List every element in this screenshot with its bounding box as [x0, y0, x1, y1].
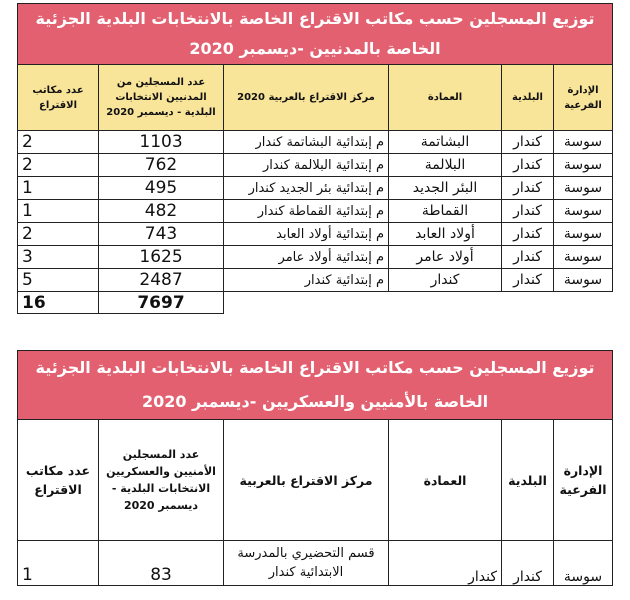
cell-markaz: م إبتدائية البلالمة كندار — [224, 154, 389, 177]
cell-baladiya: كندار — [502, 154, 554, 177]
title-line-1: توزيع المسجلين حسب مكاتب الاقتراع الخاصة بالانتخابات البلدية الجزئية — [35, 9, 595, 28]
header-offices: عدد مكاتب الاقتراع — [18, 65, 99, 131]
cell-imada: أولاد عامر — [389, 246, 502, 269]
cell-imada: أولاد العابد — [389, 223, 502, 246]
cell-offices: 2 — [18, 131, 99, 154]
cell-count: 495 — [99, 177, 224, 200]
cell-baladiya: كندار — [502, 177, 554, 200]
header-imada: العمادة — [389, 65, 502, 131]
cell-idara: سوسة — [554, 223, 613, 246]
header-idara: الإدارة الفرعية — [554, 420, 613, 541]
cell-baladiya: كندار — [502, 246, 554, 269]
total-count: 7697 — [99, 292, 224, 314]
header-markaz: مركز الاقتراع بالعربية — [224, 420, 389, 541]
cell-baladiya: كندار — [502, 223, 554, 246]
cell-offices: 1 — [18, 177, 99, 200]
cell-count: 482 — [99, 200, 224, 223]
cell-count: 743 — [99, 223, 224, 246]
cell-count: 1625 — [99, 246, 224, 269]
cell-idara: سوسة — [554, 154, 613, 177]
total-offices: 16 — [18, 292, 99, 314]
cell-idara: سوسة — [554, 541, 613, 586]
cell-markaz: م إبتدائية أولاد العابد — [224, 223, 389, 246]
table-title — [18, 4, 613, 65]
title-line-2: الخاصة بالأمنيين والعسكريين -ديسمبر 2020 — [141, 392, 489, 411]
security-military-table — [17, 350, 613, 586]
cell-imada: القماطة — [389, 200, 502, 223]
table-title — [18, 351, 613, 420]
cell-idara: سوسة — [554, 131, 613, 154]
cell-offices: 1 — [18, 200, 99, 223]
cell-baladiya: كندار — [502, 131, 554, 154]
cell-baladiya: كندار — [502, 269, 554, 292]
cell-imada: كندار — [389, 269, 502, 292]
header-baladiya: البلدية — [502, 420, 554, 541]
cell-count: 762 — [99, 154, 224, 177]
cell-idara: سوسة — [554, 177, 613, 200]
cell-idara: سوسة — [554, 246, 613, 269]
total-row — [18, 292, 613, 314]
table-row — [18, 131, 613, 154]
header-row — [18, 420, 613, 541]
total-spacer — [224, 292, 613, 314]
title-row — [18, 4, 613, 65]
cell-offices: 1 — [18, 541, 99, 586]
cell-imada: البشاتمة — [389, 131, 502, 154]
cell-offices: 2 — [18, 154, 99, 177]
table-row — [18, 177, 613, 200]
cell-imada: كندار — [389, 541, 502, 586]
title-line-1: توزيع المسجلين حسب مكاتب الاقتراع الخاصة بالانتخابات البلدية الجزئية — [35, 358, 595, 377]
header-row — [18, 65, 613, 131]
title-line-2: الخاصة بالمدنيين -ديسمبر 2020 — [189, 39, 441, 58]
cell-count: 83 — [99, 541, 224, 586]
cell-markaz: قسم التحضيري بالمدرسة الابتدائية كندار — [224, 541, 389, 586]
table-row — [18, 246, 613, 269]
header-offices: عدد مكاتب الاقتراع — [18, 420, 99, 541]
cell-baladiya: كندار — [502, 541, 554, 586]
cell-idara: سوسة — [554, 269, 613, 292]
cell-idara: سوسة — [554, 200, 613, 223]
cell-imada: البئر الجديد — [389, 177, 502, 200]
civilians-table — [17, 3, 613, 314]
cell-markaz: م إبتدائية القماطة كندار — [224, 200, 389, 223]
cell-offices: 5 — [18, 269, 99, 292]
header-imada: العمادة — [389, 420, 502, 541]
cell-count: 1103 — [99, 131, 224, 154]
cell-offices: 2 — [18, 223, 99, 246]
cell-count: 2487 — [99, 269, 224, 292]
table-row — [18, 200, 613, 223]
header-registered: عدد المسجلين الأمنيين والعسكريين الانتخابات البلدية - ديسمبر 2020 — [99, 420, 224, 541]
table-row — [18, 541, 613, 586]
header-idara: الإدارة الفرعية — [554, 65, 613, 131]
header-markaz: مركز الاقتراع بالعربية 2020 — [224, 65, 389, 131]
cell-offices: 3 — [18, 246, 99, 269]
table-row — [18, 154, 613, 177]
table-row — [18, 223, 613, 246]
title-row — [18, 351, 613, 420]
cell-markaz: م إبتدائية كندار — [224, 269, 389, 292]
cell-imada: البلالمة — [389, 154, 502, 177]
cell-markaz: م إبتدائية بئر الجديد كندار — [224, 177, 389, 200]
table-row — [18, 269, 613, 292]
cell-markaz: م إبتدائية البشاتمة كندار — [224, 131, 389, 154]
header-baladiya: البلدية — [502, 65, 554, 131]
cell-baladiya: كندار — [502, 200, 554, 223]
cell-markaz: م إبتدائية أولاد عامر — [224, 246, 389, 269]
header-registered: عدد المسجلين من المدنيين الانتخابات البلدية - ديسمبر 2020 — [99, 65, 224, 131]
